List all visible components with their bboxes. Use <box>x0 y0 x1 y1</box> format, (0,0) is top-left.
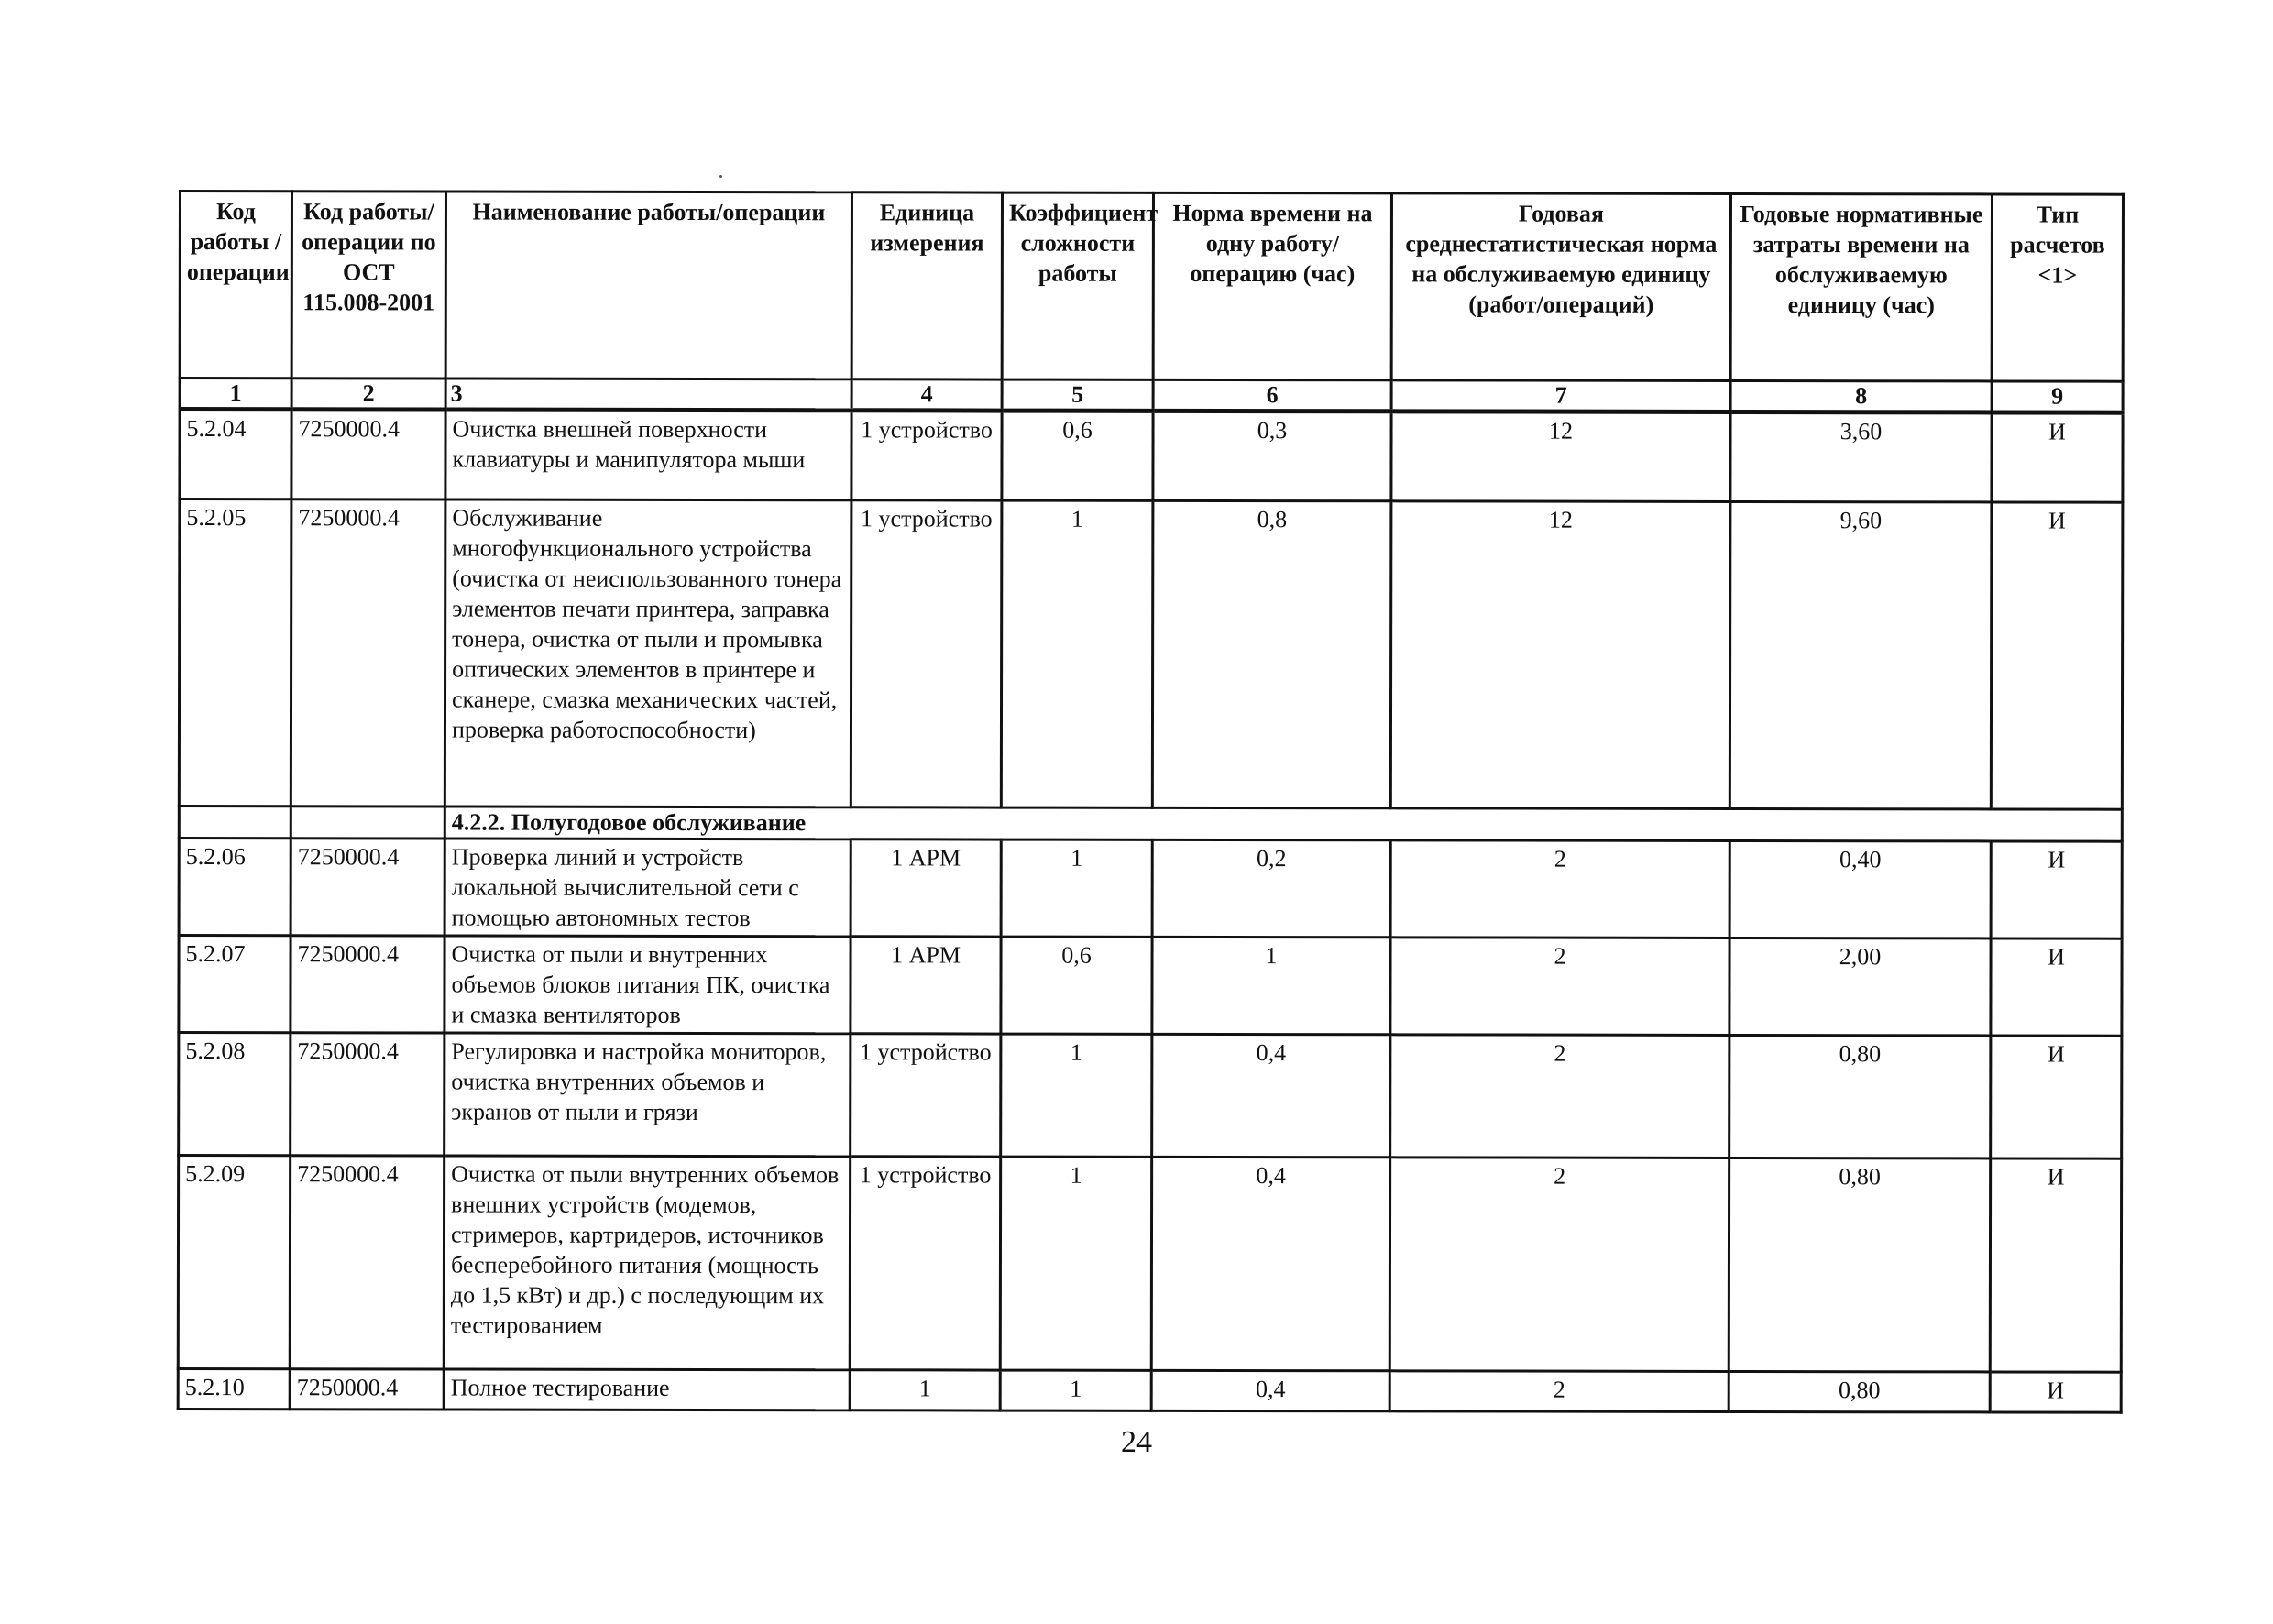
column-number: 5 <box>1002 379 1153 411</box>
time-norm: 0,3 <box>1153 411 1391 500</box>
time-norm: 0,2 <box>1152 839 1390 937</box>
work-code: 5.2.04 <box>180 410 291 499</box>
table-row <box>178 1369 2121 1413</box>
annual-norm: 2 <box>1389 1158 1729 1372</box>
table-row <box>180 410 2123 503</box>
column-number: 2 <box>291 379 445 410</box>
work-name: Проверка линий и устройств локальной вычислительной сети с помощью автономных тестов <box>445 839 851 937</box>
coefficient: 0,6 <box>1001 937 1152 1034</box>
coefficient: 1 <box>1001 500 1153 807</box>
annual-time: 2,00 <box>1729 938 1991 1035</box>
work-code: 5.2.05 <box>179 499 291 807</box>
work-name: Очистка внешней поверхности клавиатуры и манипулятора мыши <box>445 410 851 500</box>
column-number: 3 <box>445 379 851 411</box>
coefficient: 0,6 <box>1002 411 1153 500</box>
norms-table <box>177 190 2125 1414</box>
time-norm: 0,4 <box>1151 1157 1389 1370</box>
header-time-norm: Норма времени на одну работу/операцию (час) <box>1153 192 1391 379</box>
column-number: 4 <box>851 379 1002 411</box>
table-row <box>179 936 2122 1037</box>
work-code: 5.2.10 <box>178 1369 290 1410</box>
header-unit: Единица измерения <box>851 192 1002 379</box>
unit: 1 АРМ <box>851 839 1001 937</box>
annual-time: 0,80 <box>1729 1158 1990 1371</box>
unit: 1 устройство <box>851 1034 1001 1157</box>
work-name: Очистка от пыли и внутренних объемов блоков питания ПК, очистка и смазка вентиляторов <box>445 936 851 1034</box>
calc-type: И <box>1992 412 2123 502</box>
coefficient: 1 <box>1001 839 1152 937</box>
ost-code: 7250000.4 <box>290 1156 444 1369</box>
unit: 1 устройство <box>851 411 1002 500</box>
header-code: Код работы /операции <box>180 192 291 379</box>
annual-time: 9,60 <box>1729 501 1992 808</box>
header-annual-time: Годовые нормативные затраты времени на обслуживаемую единицу (час) <box>1730 193 1992 380</box>
column-number: 1 <box>180 379 291 410</box>
empty-cell <box>291 807 445 839</box>
section-title: 4.2.2. Полугодовое обслуживание <box>445 807 2122 841</box>
annual-time: 3,60 <box>1730 411 1992 501</box>
calc-type: И <box>1991 841 2122 938</box>
column-number: 8 <box>1730 380 1992 411</box>
calc-type: И <box>1991 502 2123 809</box>
column-number: 9 <box>1992 381 2123 412</box>
time-norm: 1 <box>1152 937 1390 1034</box>
ost-code: 7250000.4 <box>291 936 445 1033</box>
work-name: Обслуживание многофункционального устройства (очистка от неиспользованного тонера элементов печати принтера, заправка тонера, очистка от пыли и промывка оптических элементов в принтере и сканере, смазка механических частей, проверка работоспособности) <box>445 499 851 807</box>
header-calc-type: Тип расчетов <1> <box>1992 194 2123 381</box>
page-number: 24 <box>1121 1425 1152 1459</box>
work-name: Очистка от пыли внутренних объемов внешних устройств (модемов, стримеров, картридеров, источников бесперебойного питания (мощность до 1,5 кВт) и др.) с последующим их тестированием <box>444 1156 850 1370</box>
unit: 1 <box>850 1370 1000 1410</box>
annual-time: 0,80 <box>1729 1371 1990 1411</box>
coefficient: 1 <box>1000 1370 1151 1410</box>
coefficient: 1 <box>1001 1034 1152 1157</box>
time-norm: 0,4 <box>1152 1034 1390 1157</box>
work-code: 5.2.08 <box>179 1033 291 1156</box>
column-number: 7 <box>1391 380 1730 412</box>
ost-code: 7250000.4 <box>291 839 445 936</box>
work-code: 5.2.09 <box>178 1156 290 1369</box>
work-name: Полное тестирование <box>444 1369 850 1410</box>
ost-code: 7250000.4 <box>291 1033 445 1156</box>
header-coefficient: Коэффициент сложности работы <box>1002 192 1153 379</box>
section-row <box>179 807 2122 842</box>
header-annual-norm: Годовая среднестатистическая норма на обслуживаемую единицу (работ/операций) <box>1391 193 1730 381</box>
calc-type: И <box>1990 1372 2121 1412</box>
work-code: 5.2.07 <box>179 936 291 1033</box>
annual-norm: 2 <box>1389 1371 1729 1412</box>
annual-norm: 12 <box>1390 501 1730 809</box>
annual-norm: 2 <box>1390 1035 1729 1158</box>
coefficient: 1 <box>1000 1157 1151 1370</box>
scan-speck <box>719 175 722 178</box>
time-norm: 0,4 <box>1151 1370 1389 1410</box>
work-name: Регулировка и настройка мониторов, очистка внутренних объемов и экранов от пыли и грязи <box>445 1033 851 1157</box>
table-header-row <box>180 192 2123 382</box>
work-code: 5.2.06 <box>179 839 291 936</box>
annual-time: 0,80 <box>1729 1035 1991 1158</box>
annual-norm: 12 <box>1391 411 1730 502</box>
calc-type: И <box>1991 938 2122 1036</box>
time-norm: 0,8 <box>1152 500 1391 807</box>
table-row <box>179 499 2123 810</box>
unit: 1 устройство <box>850 1157 1000 1370</box>
table-row <box>178 1156 2121 1373</box>
header-name: Наименование работы/операции <box>445 192 851 379</box>
unit: 1 АРМ <box>851 937 1001 1034</box>
calc-type: И <box>1990 1158 2121 1372</box>
column-number-row <box>180 379 2123 413</box>
annual-norm: 2 <box>1390 938 1729 1036</box>
header-ost-code: Код работы/операции по ОСТ 115.008-2001 <box>291 192 445 379</box>
table-row <box>179 839 2122 939</box>
ost-code: 7250000.4 <box>291 499 445 807</box>
unit: 1 устройство <box>851 500 1002 807</box>
column-number: 6 <box>1153 379 1391 411</box>
ost-code: 7250000.4 <box>291 410 445 499</box>
ost-code: 7250000.4 <box>290 1369 444 1410</box>
empty-cell <box>179 807 291 839</box>
table-row <box>179 1033 2122 1159</box>
annual-time: 0,40 <box>1729 840 1991 938</box>
calc-type: И <box>1991 1036 2122 1158</box>
annual-norm: 2 <box>1390 840 1729 938</box>
